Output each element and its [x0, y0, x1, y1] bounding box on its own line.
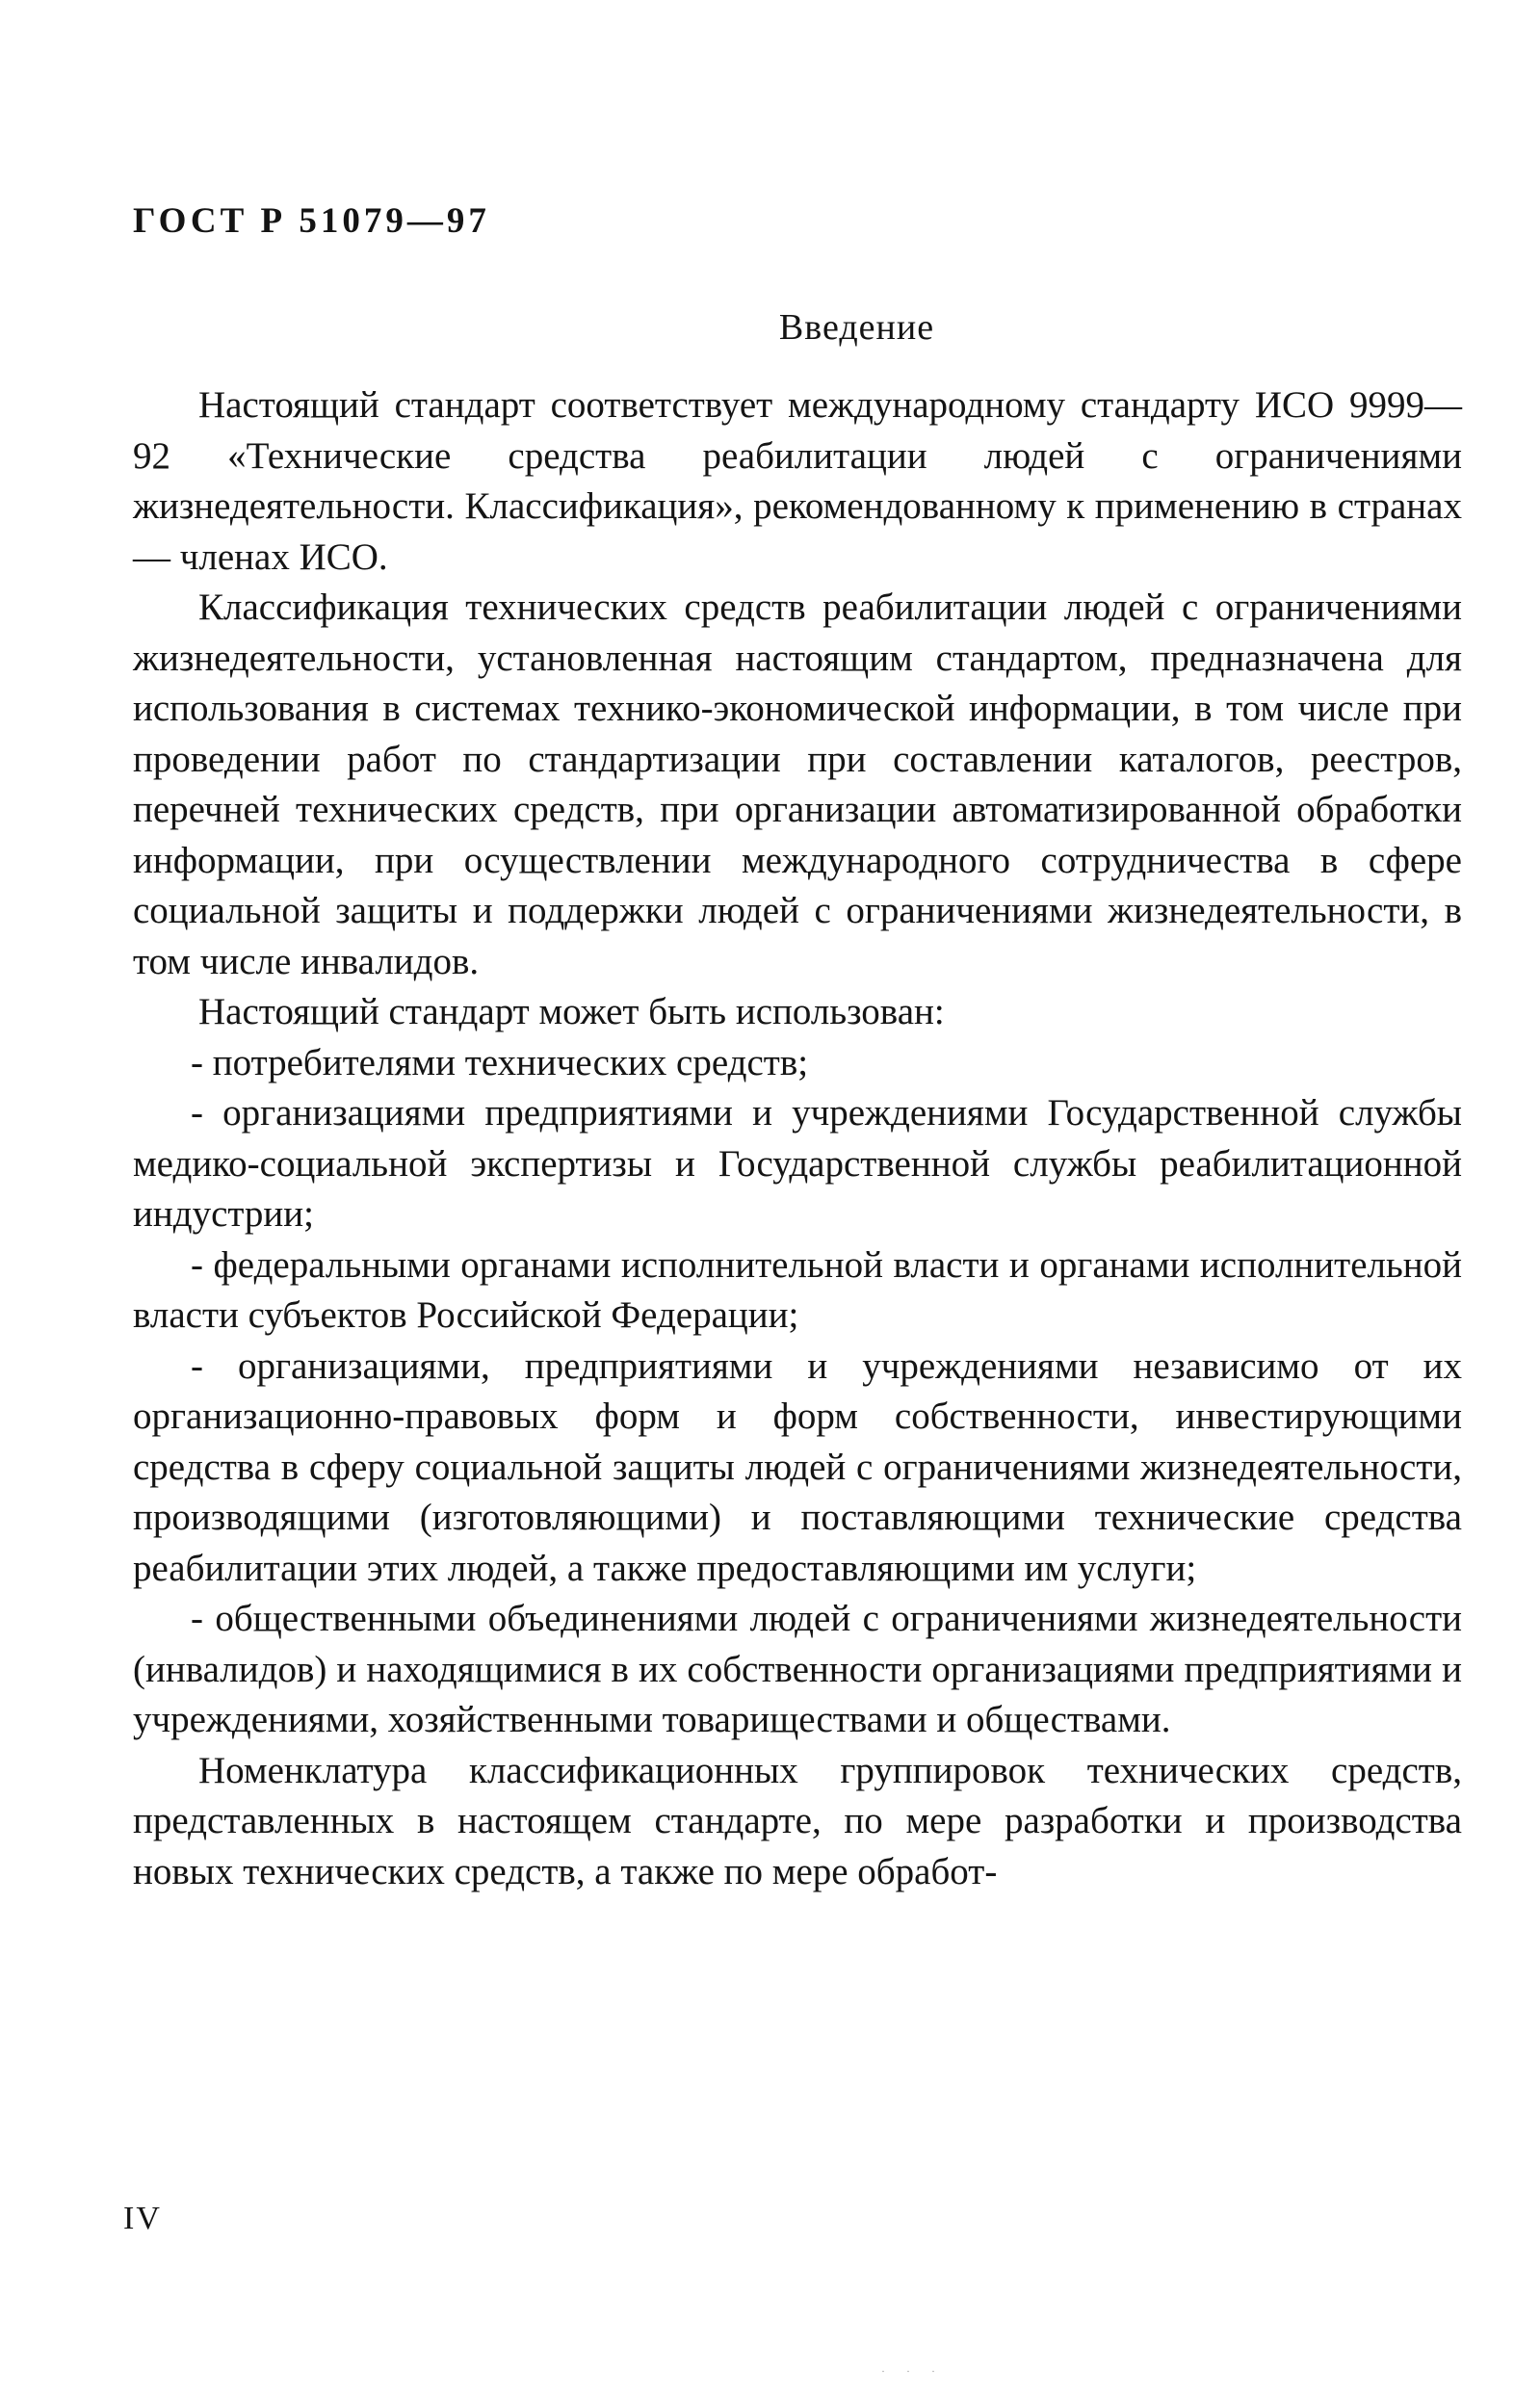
paragraph-users-intro: Настоящий стандарт может быть использован: [198, 991, 945, 1032]
document-code-header: ГОСТ Р 51079—97 [133, 201, 490, 241]
section-title: Введение [778, 307, 935, 348]
body-text [133, 380, 1462, 1897]
list-item: - организациями предприятиями и учреждениями Государственной службы медико-социальной экспертизы и Государственной службы реабилитационной индустрии; [133, 1092, 1462, 1235]
list-item: - общественными объединениями людей с ограничениями жизнедеятельности (инвалидов) и находящимися в их собственности организациями предприятиями и учреждениями, хозяйственными товариществами и обществами. [133, 1598, 1462, 1740]
page-number: IV [123, 2201, 162, 2236]
scan-artifact-dots: ··· [881, 2364, 956, 2378]
paragraph-nomenclature: Номенклатура классификационных группировок технических средств, представленных в настоящем стандарте, по мере разработки и производства новых технических средств, а также по мере обработ- [133, 1749, 1462, 1892]
list-item: - федеральными органами исполнительной власти и органами исполнительной власти субъектов Российской Федерации; [133, 1243, 1462, 1336]
paragraph-iso-conformity: Настоящий стандарт соответствует международному стандарту ИСО 9999—92 «Технические средства реабилитации людей с ограничениями жизнедеятельности. Классификация», рекомендованному к применению в странах — членах ИСО. [133, 384, 1462, 578]
list-item: - потребителями технических средств; [191, 1041, 809, 1083]
paragraph-classification-purpose: Классификация технических средств реабилитации людей с ограничениями жизнедеятельности, установленная настоящим стандартом, предназначена для использования в системах технико-экономической информации, в том числе при проведении работ по стандартизации при составлении каталогов, реестров, перечней технических средств, при организации автоматизированной обработки информации, при осуществлении международного сотрудничества в сфере социальной защиты и поддержки людей с ограничениями жизнедеятельности, в том числе инвалидов. [133, 587, 1462, 982]
list-item: - организациями, предприятиями и учреждениями независимо от их организационно-правовых форм и форм собственности, инвестирующими средства в сферу социальной защиты людей с ограничениями жизнедеятельности, производящими (изготовляющими) и поставляющими технические средства реабилитации этих людей, а также предоставляющими им услуги; [133, 1344, 1462, 1589]
